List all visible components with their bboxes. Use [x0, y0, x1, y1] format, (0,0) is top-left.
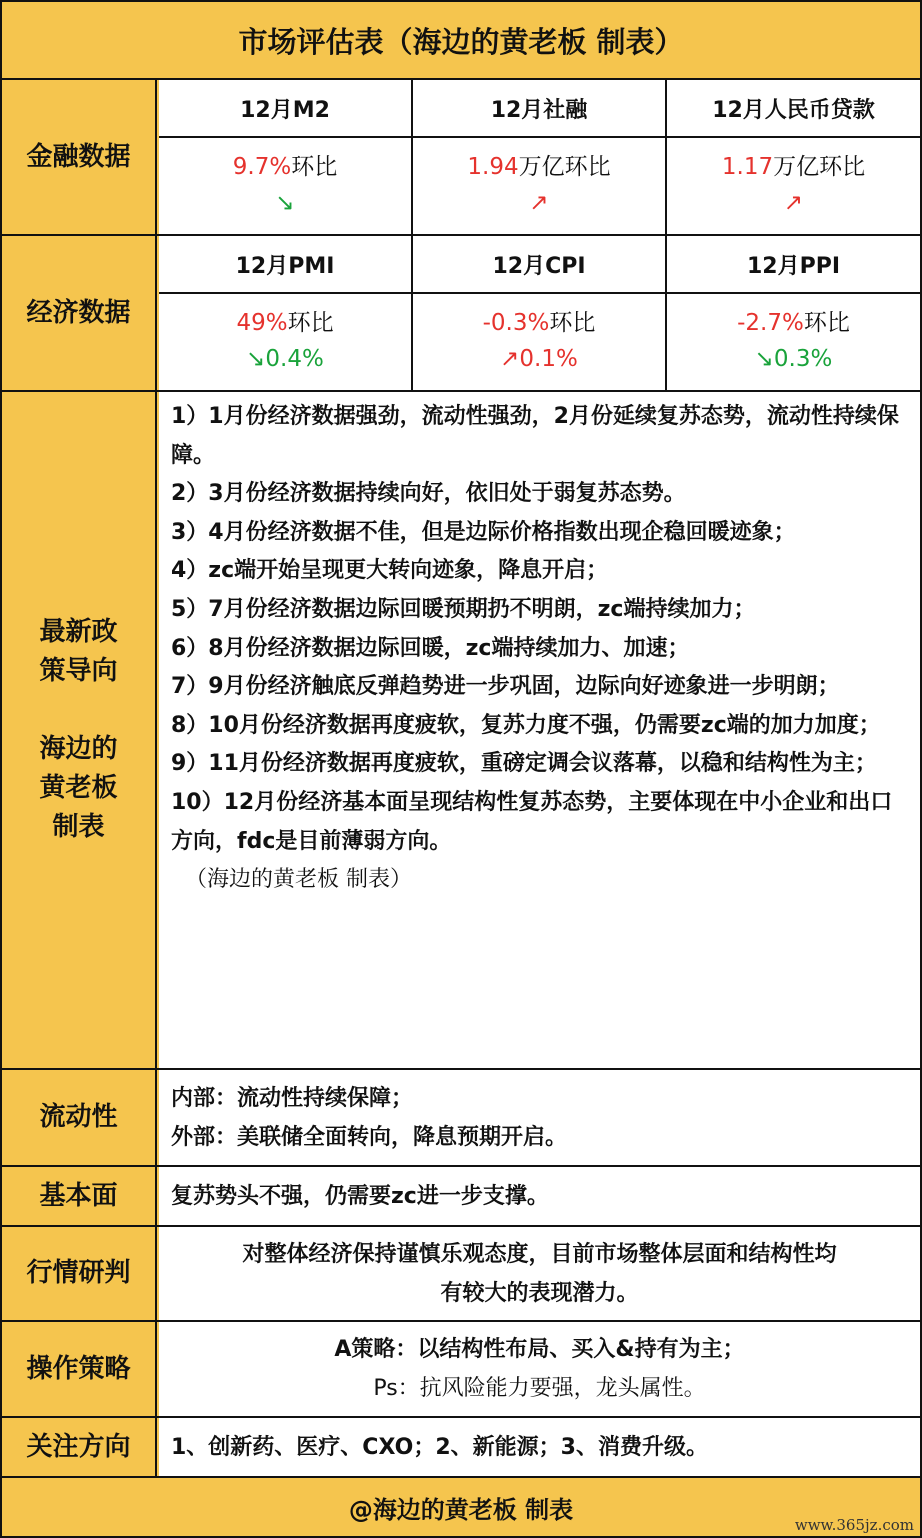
up-arrow-icon: ↗: [500, 346, 520, 372]
market-line: 对整体经济保持谨慎乐观态度，目前市场整体层面和结构性均: [242, 1241, 837, 1267]
policy-label-line: 海边的: [39, 734, 118, 764]
watermark: www.365jz.com: [794, 1516, 914, 1534]
pmi-value-cell: [159, 294, 413, 390]
rmb-loans-suffix: 万亿环比: [773, 154, 866, 181]
policy-item: 7）9月份经济触底反弹趋势进一步巩固，边际向好迹象进一步明朗；: [171, 674, 840, 700]
focus-label: 关注方向: [2, 1418, 157, 1476]
fundamentals-row: [2, 1167, 920, 1227]
social-financing-value: 1.94: [467, 154, 519, 181]
down-arrow-icon: ↘: [246, 346, 266, 372]
pmi-value: 49%: [236, 310, 288, 337]
footer-credit: @海边的黄老板 制表: [348, 1495, 574, 1524]
policy-item: 2）3月份经济数据持续向好，依旧处于弱复苏态势。: [171, 481, 686, 507]
cpi-value-cell: [413, 294, 667, 390]
down-arrow-icon: ↘: [275, 190, 295, 216]
title-row: [2, 2, 920, 80]
policy-row: [2, 392, 920, 1070]
fundamentals-label: 基本面: [2, 1167, 157, 1225]
policy-label-line: 黄老板: [39, 773, 118, 803]
policy-label-line: 制表: [52, 812, 105, 842]
pmi-header: 12月PMI: [159, 236, 413, 294]
market-content: [159, 1227, 920, 1320]
policy-content: [159, 392, 920, 1068]
down-arrow-icon: ↘: [754, 346, 774, 372]
social-financing-header: 12月社融: [413, 80, 667, 138]
m2-suffix: 环比: [291, 154, 338, 181]
liquidity-row: [2, 1070, 920, 1167]
pmi-change: 0.4%: [265, 346, 324, 372]
financial-label: 金融数据: [2, 80, 157, 234]
ppi-change: 0.3%: [773, 346, 833, 372]
cpi-suffix: 环比: [549, 310, 596, 337]
liquidity-content: [159, 1070, 920, 1165]
page-title: 市场评估表（海边的黄老板 制表）: [238, 24, 684, 59]
policy-label: [2, 392, 157, 1068]
focus-content: [159, 1418, 920, 1476]
strategy-content: [159, 1322, 920, 1416]
ppi-value: -2.7%: [737, 310, 804, 337]
economic-label: 经济数据: [2, 236, 157, 390]
policy-item: 3）4月份经济数据不佳，但是边际价格指数出现企稳回暖迹象；: [171, 519, 796, 545]
fundamentals-content: [159, 1167, 920, 1225]
cpi-change: 0.1%: [519, 346, 578, 372]
m2-header: 12月M2: [159, 80, 413, 138]
strategy-label: 操作策略: [2, 1322, 157, 1416]
cpi-header: 12月CPI: [413, 236, 667, 294]
policy-item: 10）12月份经济基本面呈现结构性复苏态势，主要体现在中小企业和出口方向，fdc是目前薄弱方向。: [171, 789, 893, 854]
financial-row: [2, 80, 920, 236]
market-line: 有较大的表现潜力。: [440, 1280, 639, 1306]
focus-row: [2, 1418, 920, 1478]
strategy-row: [2, 1322, 920, 1418]
m2-value: 9.7%: [232, 154, 292, 181]
market-row: [2, 1227, 920, 1322]
cpi-value: -0.3%: [482, 310, 550, 337]
pmi-suffix: 环比: [287, 310, 334, 337]
up-arrow-icon: ↗: [529, 190, 549, 216]
m2-value-cell: [159, 138, 413, 234]
policy-item: 8）10月份经济数据再度疲软，复苏力度不强，仍需要zc端的加力加度；: [171, 712, 881, 738]
focus-text: 1、创新药、医疗、CXO；2、新能源；3、消费升级。: [171, 1434, 708, 1460]
ppi-suffix: 环比: [803, 310, 850, 337]
policy-label-line: 策导向: [39, 656, 118, 686]
policy-item: 1）1月份经济数据强劲，流动性强劲，2月份延续复苏态势，流动性持续保障。: [171, 404, 899, 468]
policy-item: 4）zc端开始呈现更大转向迹象，降息开启；: [171, 558, 609, 584]
rmb-loans-header: 12月人民币贷款: [667, 80, 920, 138]
liquidity-label: 流动性: [2, 1070, 157, 1165]
rmb-loans-value-cell: [667, 138, 920, 234]
strategy-line-ps: Ps：抗风险能力要强，龙头属性。: [373, 1376, 706, 1401]
up-arrow-icon: ↗: [783, 190, 804, 216]
policy-item: 6）8月份经济数据边际回暖，zc端持续加力、加速；: [171, 635, 690, 661]
policy-item: 9）11月份经济数据再度疲软，重磅定调会议落幕，以稳和结构性为主；: [171, 751, 877, 777]
market-label: 行情研判: [2, 1227, 157, 1320]
liquidity-external: 外部：美联储全面转向，降息预期开启。: [171, 1125, 568, 1150]
policy-note: （海边的黄老板 制表）: [185, 867, 412, 893]
ppi-value-cell: [667, 294, 920, 390]
fundamentals-text: 复苏势头不强，仍需要zc进一步支撑。: [171, 1183, 549, 1209]
policy-item: 5）7月份经济数据边际回暖预期扔不明朗，zc端持续加力；: [171, 596, 756, 622]
ppi-header: 12月PPI: [667, 236, 920, 294]
strategy-line-a: A策略：以结构性布局、买入&持有为主；: [334, 1337, 745, 1362]
social-financing-suffix: 万亿环比: [518, 154, 611, 181]
economic-row: [2, 236, 920, 392]
social-financing-value-cell: [413, 138, 667, 234]
liquidity-internal: 内部：流动性持续保障；: [171, 1086, 414, 1111]
policy-label-line: 最新政: [39, 617, 118, 647]
footer-row: [2, 1478, 920, 1536]
rmb-loans-value: 1.17: [721, 154, 774, 181]
